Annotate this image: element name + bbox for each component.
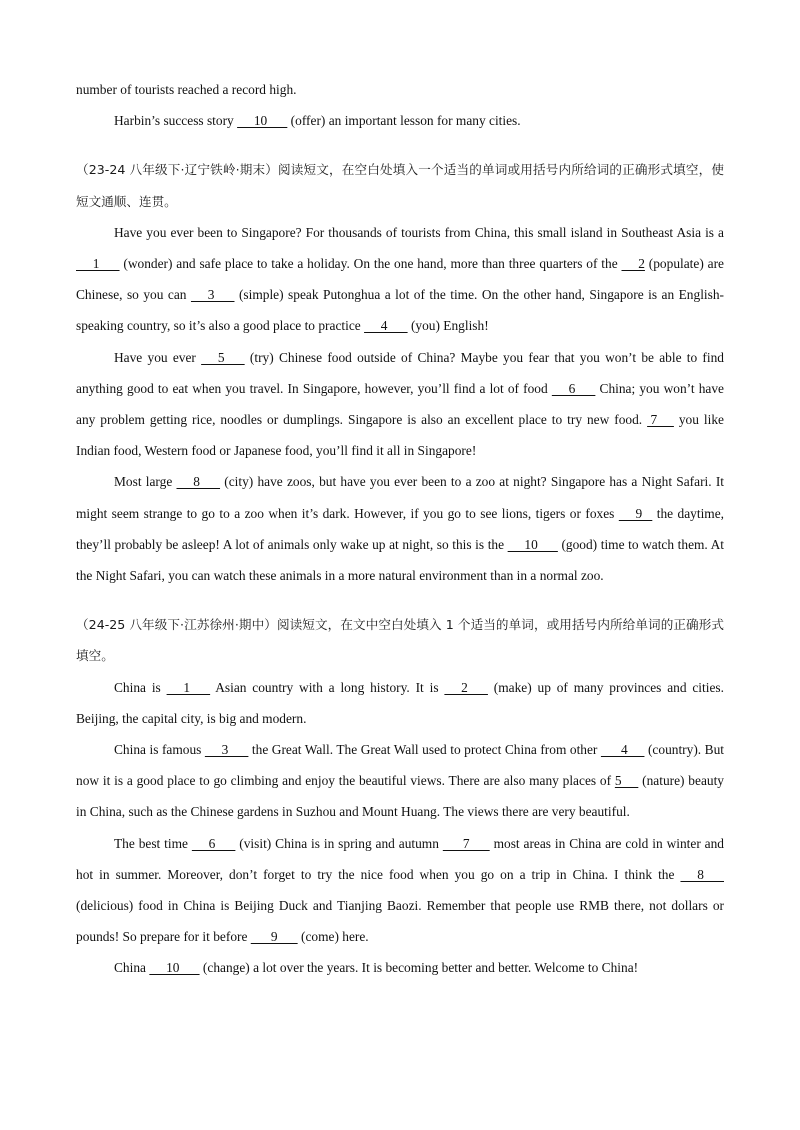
text: (change) a lot over the years. It is becoming better and better. Welcome to China!: [199, 960, 639, 976]
text: most areas in China are cold in winter and hot in summer. Moreover, don’t forget to try the nice food when you go on a trip in China. I think the: [76, 835, 724, 882]
text: Have you ever: [114, 349, 202, 365]
text: The best time: [114, 835, 192, 851]
paragraph-continuation: number of tourists reached a record high.: [76, 82, 297, 97]
text: (country). But now it is a good place to go climbing and enjoy the beautiful views. There are also many places of: [76, 742, 724, 789]
blank-7: 7: [442, 835, 490, 851]
blank-2: 2: [444, 679, 488, 695]
text: Have you ever been to Singapore? For thousands of tourists from China, this small island in Southeast Asia is a: [114, 224, 724, 240]
document-page: [76, 74, 724, 984]
blank-9: 9: [618, 505, 653, 521]
paragraph-harbin: [76, 105, 724, 136]
blank-10: 10: [237, 113, 288, 129]
text: (try) Chinese food outside of China? Maybe you fear that you won’t be able to find anything good to eat when you travel. In Singapore, however, you’ll find a lot of food: [76, 349, 724, 396]
section-gap: [76, 591, 724, 609]
text: (delicious) food in China is Beijing Duck and Tianjing Baozi. Remember that people use RMB there, not dollars or pounds! So prepare for it before: [76, 898, 724, 945]
blank-8: 8: [680, 866, 724, 882]
section-instruction: （23-24 八年级下·辽宁铁岭·期末）阅读短文，在空白处填入一个适当的单词或用括号内所给词的正确形式填空，使短文通顺、连贯。: [76, 162, 724, 209]
blank-4: 4: [600, 742, 645, 758]
blank-1: 1: [166, 679, 211, 695]
text: (simple) speak Putonghua a lot of the time. On the other hand, Singapore is an English-speaking country, so it’s also a good place to practice: [76, 287, 725, 334]
text: (good) time to watch them. At the Night Safari, you can watch these animals in a more natural environment than in a normal zoo.: [76, 536, 725, 584]
text: (wonder) and safe place to take a holiday. On the one hand, more than three quarters of the: [119, 256, 622, 272]
blank-10: 10: [149, 960, 200, 976]
paragraph-singapore-3: [76, 466, 724, 591]
text: the daytime, they’ll probably be asleep! A lot of animals only wake up at night, so this is the: [76, 505, 724, 552]
text: (make) up of many provinces and cities. Beijing, the capital city, is big and modern.: [76, 679, 724, 726]
text: (nature) beauty in China, such as the Chinese gardens in Suzhou and Mount Huang. The views there are very beautiful.: [76, 773, 724, 820]
blank-1: 1: [76, 256, 120, 272]
blank-6: 6: [191, 835, 236, 851]
text: (offer) an important lesson for many cities.: [287, 113, 521, 129]
blank-9: 9: [250, 929, 298, 945]
paragraph-singapore-1: [76, 217, 724, 342]
blank-5: 5: [614, 773, 639, 789]
paragraph-china-3: [76, 828, 724, 953]
section-instruction: （24-25 八年级下·江苏徐州·期中）阅读短文，在文中空白处填入 1 个适当的单词，或用括号内所给单词的正确形式填空。: [76, 617, 724, 664]
text: Harbin’s success story: [114, 113, 238, 129]
text: China; you won’t have any problem getting rice, noodles or dumplings. Singapore is also an excellent place to try new food.: [76, 380, 724, 428]
blank-4: 4: [364, 318, 408, 334]
text: the Great Wall. The Great Wall used to protect China from other: [248, 742, 601, 758]
text: (city) have zoos, but have you ever been to a zoo at night? Singapore has a Night Safari. It might seem strange to go to a zoo when it’s dark. However, if you go to see lions, tigers or foxes: [76, 474, 725, 521]
text: (come) here.: [297, 929, 369, 945]
blank-3: 3: [190, 287, 235, 303]
paragraph-china-2: [76, 734, 724, 828]
text: you like Indian food, Western food or Japanese food, you’ll find it all in Singapore!: [76, 412, 724, 459]
blank-7: 7: [647, 412, 674, 428]
paragraph-china-4: [76, 952, 724, 983]
text: (visit) China is in spring and autumn: [235, 835, 443, 851]
section-gap: [76, 136, 724, 154]
text: China is: [114, 679, 167, 695]
text: Most large: [114, 474, 177, 490]
blank-6: 6: [551, 380, 596, 396]
text: (you) English!: [407, 318, 489, 334]
text: Asian country with a long history. It is: [210, 679, 445, 695]
blank-8: 8: [176, 474, 221, 490]
blank-5: 5: [201, 349, 245, 365]
blank-3: 3: [204, 742, 249, 758]
text: (populate) are Chinese, so you can: [76, 256, 724, 303]
text: China: [114, 960, 150, 976]
blank-10: 10: [507, 536, 558, 552]
blank-2: 2: [621, 256, 645, 272]
paragraph-singapore-2: [76, 342, 724, 467]
text: China is famous: [114, 742, 205, 758]
paragraph-china-1: [76, 672, 724, 734]
